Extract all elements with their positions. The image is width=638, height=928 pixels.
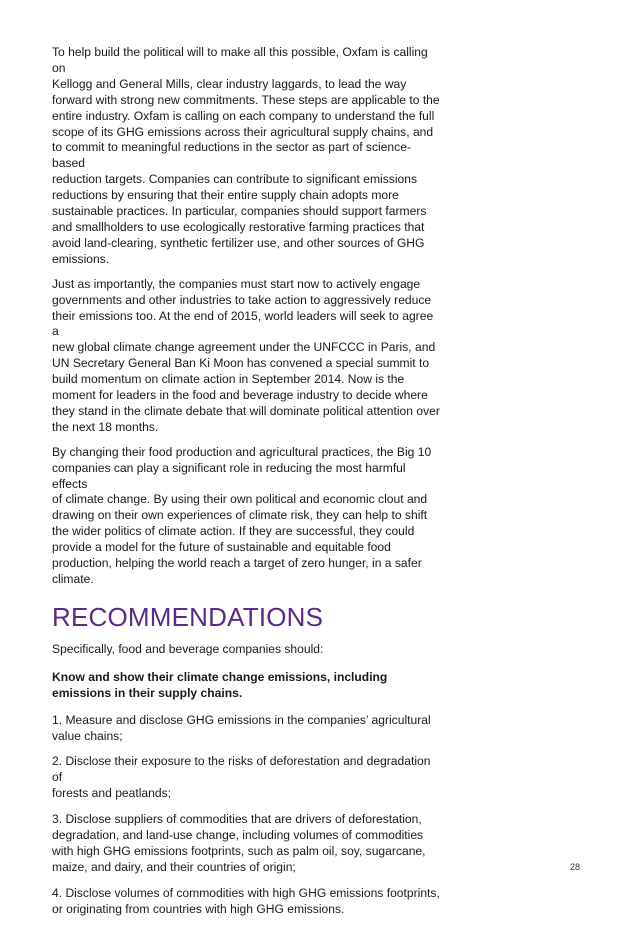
- document-page: [52, 45, 442, 928]
- recommendation-item: 4. Disclose volumes of commodities with high GHG emissions footprints, or originating from countries with high GHG emissions.: [52, 885, 440, 916]
- body-paragraph: To help build the political will to make all this possible, Oxfam is calling on Kellogg and General Mills, clear industry laggards, to lead the way forward with strong new commitments. These steps are applicable to the entire industry. Oxfam is calling on each company to understand the full scope of its GHG emissions across their agricultural supply chains, and to commit to meaningful reductions in the sector as part of science-based reduction targets. Companies can contribute to significant emissions reductions by ensuring that their entire supply chain adopts more sustainable practices. In particular, companies should support farmers and smallholders to use ecologically restorative farming practices that avoid land-clearing, synthetic fertilizer use, and other sources of GHG emissions.: [52, 45, 440, 266]
- section-intro: Specifically, food and beverage companies should:: [52, 641, 324, 656]
- page-number: 28: [569, 862, 580, 872]
- section-heading: RECOMMENDATIONS: [52, 601, 324, 632]
- recommendation-item: 2. Disclose their exposure to the risks of deforestation and degradation of forests and peatlands;: [52, 754, 431, 801]
- recommendation-subheading: Know and show their climate change emissions, including emissions in their supply chains.: [52, 669, 388, 700]
- recommendation-item: 3. Disclose suppliers of commodities that are drivers of deforestation, degradation, and land-use change, including volumes of commodities with high GHG emissions footprints, such as palm oil, soy, sugarcane, maize, and dairy, and their countries of origin;: [52, 812, 426, 874]
- recommendation-item: 1. Measure and disclose GHG emissions in the companies’ agricultural value chains;: [52, 712, 431, 743]
- body-paragraph: By changing their food production and agricultural practices, the Big 10 companies can play a significant role in reducing the most harmful effects of climate change. By using their own political and economic clout and drawing on their own experiences of climate risk, they can help to shift the wider politics of climate action. If they are successful, they could provide a model for the future of sustainable and equitable food production, helping the world reach a target of zero hunger, in a safer climate.: [52, 444, 432, 586]
- body-paragraph: Just as importantly, the companies must start now to actively engage governments and other industries to take action to aggressively reduce their emissions too. At the end of 2015, world leaders will seek to agree a new global climate change agreement under the UNFCCC in Paris, and UN Secretary General Ban Ki Moon has convened a special summit to build momentum on climate action in September 2014. Now is the moment for leaders in the food and beverage industry to decide where they stand in the climate debate that will dominate political attention over the next 18 months.: [52, 276, 440, 434]
